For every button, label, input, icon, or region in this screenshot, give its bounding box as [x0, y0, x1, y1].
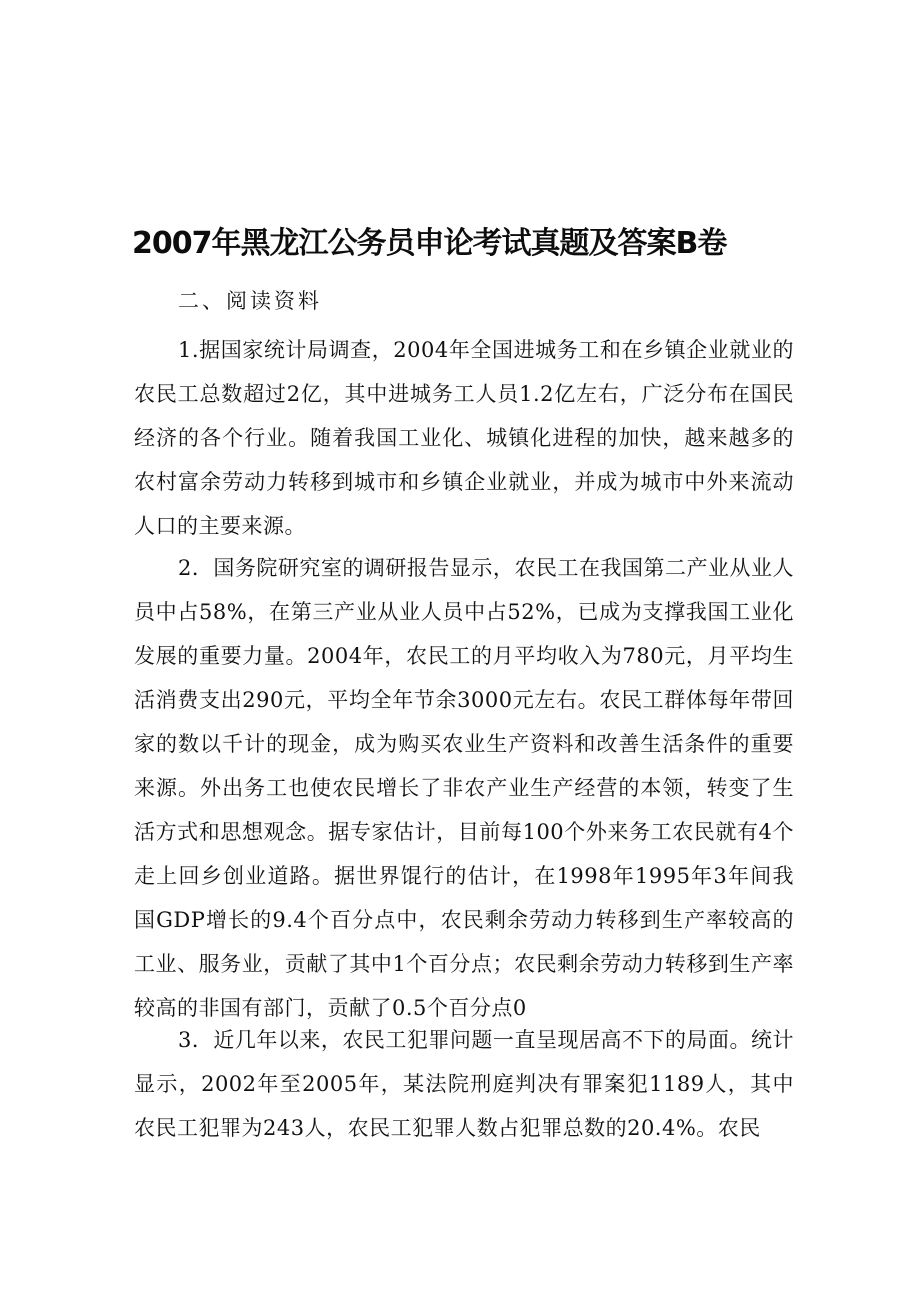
document-title: 2007年黑龙江公务员申论考试真题及答案B卷 — [132, 226, 727, 261]
paragraph-3: 3．近几年以来，农民工犯罪问题一直呈现居高不下的局面。统计显示，2002年至2005年，某法院刑庭判决有罪案犯1189人，其中农民工犯罪为243人，农民工犯罪人数占犯罪总数的20.4%。农民 — [134, 1028, 794, 1140]
paragraph-2: 2．国务院研究室的调研报告显示，农民工在我国第二产业从业人员中占58%，在第三产业从业人员中占52%，已成为支撑我国工业化发展的重要力量。2004年，农民工的月平均收入为780元，月平均生活消费支出290元，平均全年节余3000元左右。农民工群体每年带回家的数以千计的现金，成为购买农业生产资料和改善生活条件的重要来源。外出务工也使农民增长了非农产业生产经营的本领，转变了生活方式和思想观念。据专家估计，目前每100个外来务工农民就有4个走上回乡创业道路。据世界馄行的估计，在1998年1995年3年间我国GDP增长的9.4个百分点中，农民剩余劳动力转移到生产率较高的工业、服务业，贡献了其中1个百分点；农民剩余劳动力转移到生产率较高的非国有部门，贡献了0.5个百分点0 — [134, 556, 794, 1020]
section-heading: 二、阅读资料 — [178, 289, 322, 313]
paragraph-1: 1.据国家统计局调查，2004年全国进城务工和在乡镇企业就业的农民工总数超过2亿，其中进城务工人员1.2亿左右，广泛分布在国民经济的各个行业。随着我国工业化、城镇化进程的加快，越来越多的农村富余劳动力转移到城市和乡镇企业就业，并成为城市中外来流动人口的主要来源。 — [134, 338, 794, 538]
